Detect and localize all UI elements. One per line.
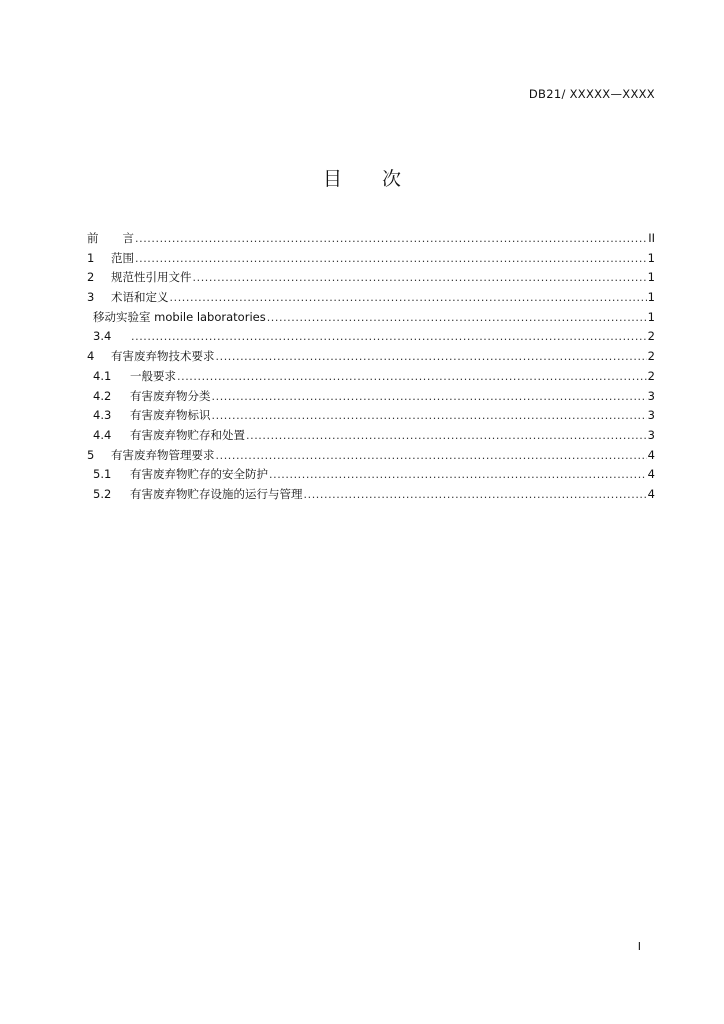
toc-entry-label: 有害废弃物技术要求 (111, 349, 215, 364)
toc-title-part1: 目 (322, 168, 342, 190)
toc-title (0, 164, 724, 191)
toc-entry-label: 范围 (111, 250, 134, 265)
toc-leader-dots (170, 288, 647, 308)
toc-entry-number: 4.3 (93, 408, 112, 423)
table-of-contents (87, 229, 655, 505)
toc-entry-3[interactable] (87, 288, 655, 308)
toc-entry-number: 3.4 (93, 329, 112, 344)
toc-entry-label: 有害废弃物贮存和处置 (130, 427, 245, 442)
toc-entry-label: 一般要求 (130, 368, 176, 383)
toc-entry-page: 1 (647, 250, 655, 265)
toc-entry-label: 前 言 (87, 231, 134, 245)
toc-entry-label: 规范性引用文件 (111, 270, 192, 285)
toc-entry-page: 3 (647, 427, 655, 442)
toc-entry-page: 1 (647, 270, 655, 285)
toc-entry-label: 有害废弃物标识 (130, 408, 211, 423)
toc-entry-number: 4.4 (93, 427, 112, 442)
toc-entry-5-1[interactable] (87, 465, 655, 485)
toc-leader-dots (212, 406, 647, 426)
toc-entry-number: 5.1 (93, 467, 112, 482)
toc-entry-number: 2 (87, 270, 95, 285)
toc-entry-1[interactable] (87, 249, 655, 269)
toc-entry-number: 5 (87, 447, 95, 462)
toc-leader-dots (216, 347, 647, 367)
toc-entry-4-2[interactable] (87, 387, 655, 407)
toc-leader-dots (246, 426, 647, 446)
toc-leader-dots (193, 268, 647, 288)
toc-entry-number: 5.2 (93, 486, 112, 501)
toc-entry-page: II (648, 231, 655, 245)
toc-leader-dots (269, 465, 647, 485)
toc-leader-dots (135, 249, 647, 269)
toc-entry-page: 2 (647, 349, 655, 364)
toc-entry-number: 4 (87, 349, 95, 364)
toc-entry-foreword[interactable] (87, 229, 655, 249)
toc-entry-5[interactable] (87, 446, 655, 466)
toc-entry-5-2[interactable] (87, 485, 655, 505)
toc-entry-4-3[interactable] (87, 406, 655, 426)
toc-entry-number: 4.1 (93, 368, 112, 383)
toc-entry-label: 有害废弃物管理要求 (111, 447, 215, 462)
toc-leader-dots (216, 446, 647, 466)
toc-entry-page: 4 (647, 447, 655, 462)
toc-entry-label: 有害废弃物分类 (130, 388, 211, 403)
toc-entry-number: 3 (87, 290, 95, 305)
toc-leader-dots (304, 485, 647, 505)
toc-title-part2: 次 (382, 168, 402, 190)
footer-page-number: I (637, 940, 641, 953)
toc-leader-dots (177, 367, 647, 387)
toc-entry-page: 1 (647, 290, 655, 305)
toc-entry-page: 4 (647, 467, 655, 482)
toc-entry-page: 2 (647, 368, 655, 383)
toc-entry-page: 3 (647, 408, 655, 423)
toc-entry-4-4[interactable] (87, 426, 655, 446)
toc-leader-dots (131, 327, 647, 347)
toc-entry-number: 4.2 (93, 388, 112, 403)
toc-leader-dots (135, 229, 647, 249)
toc-entry-number: 1 (87, 250, 95, 265)
toc-entry-label: 移动实验室 mobile laboratories (93, 309, 266, 324)
toc-entry-4[interactable] (87, 347, 655, 367)
toc-entry-label: 有害废弃物贮存设施的运行与管理 (130, 486, 303, 501)
toc-entry-3-4[interactable] (87, 327, 655, 347)
toc-entry-4-1[interactable] (87, 367, 655, 387)
toc-entry-page: 2 (647, 329, 655, 344)
toc-entry-page: 1 (647, 309, 655, 324)
toc-leader-dots (267, 308, 647, 328)
toc-entry-page: 3 (647, 388, 655, 403)
toc-leader-dots (212, 387, 647, 407)
toc-entry-2[interactable] (87, 268, 655, 288)
toc-entry-page: 4 (647, 486, 655, 501)
toc-entry-mobile-laboratories[interactable] (87, 308, 655, 328)
document-code: DB21/ XXXXX—XXXX (528, 87, 655, 101)
toc-entry-label: 有害废弃物贮存的安全防护 (130, 467, 268, 482)
toc-entry-label: 术语和定义 (111, 290, 169, 305)
